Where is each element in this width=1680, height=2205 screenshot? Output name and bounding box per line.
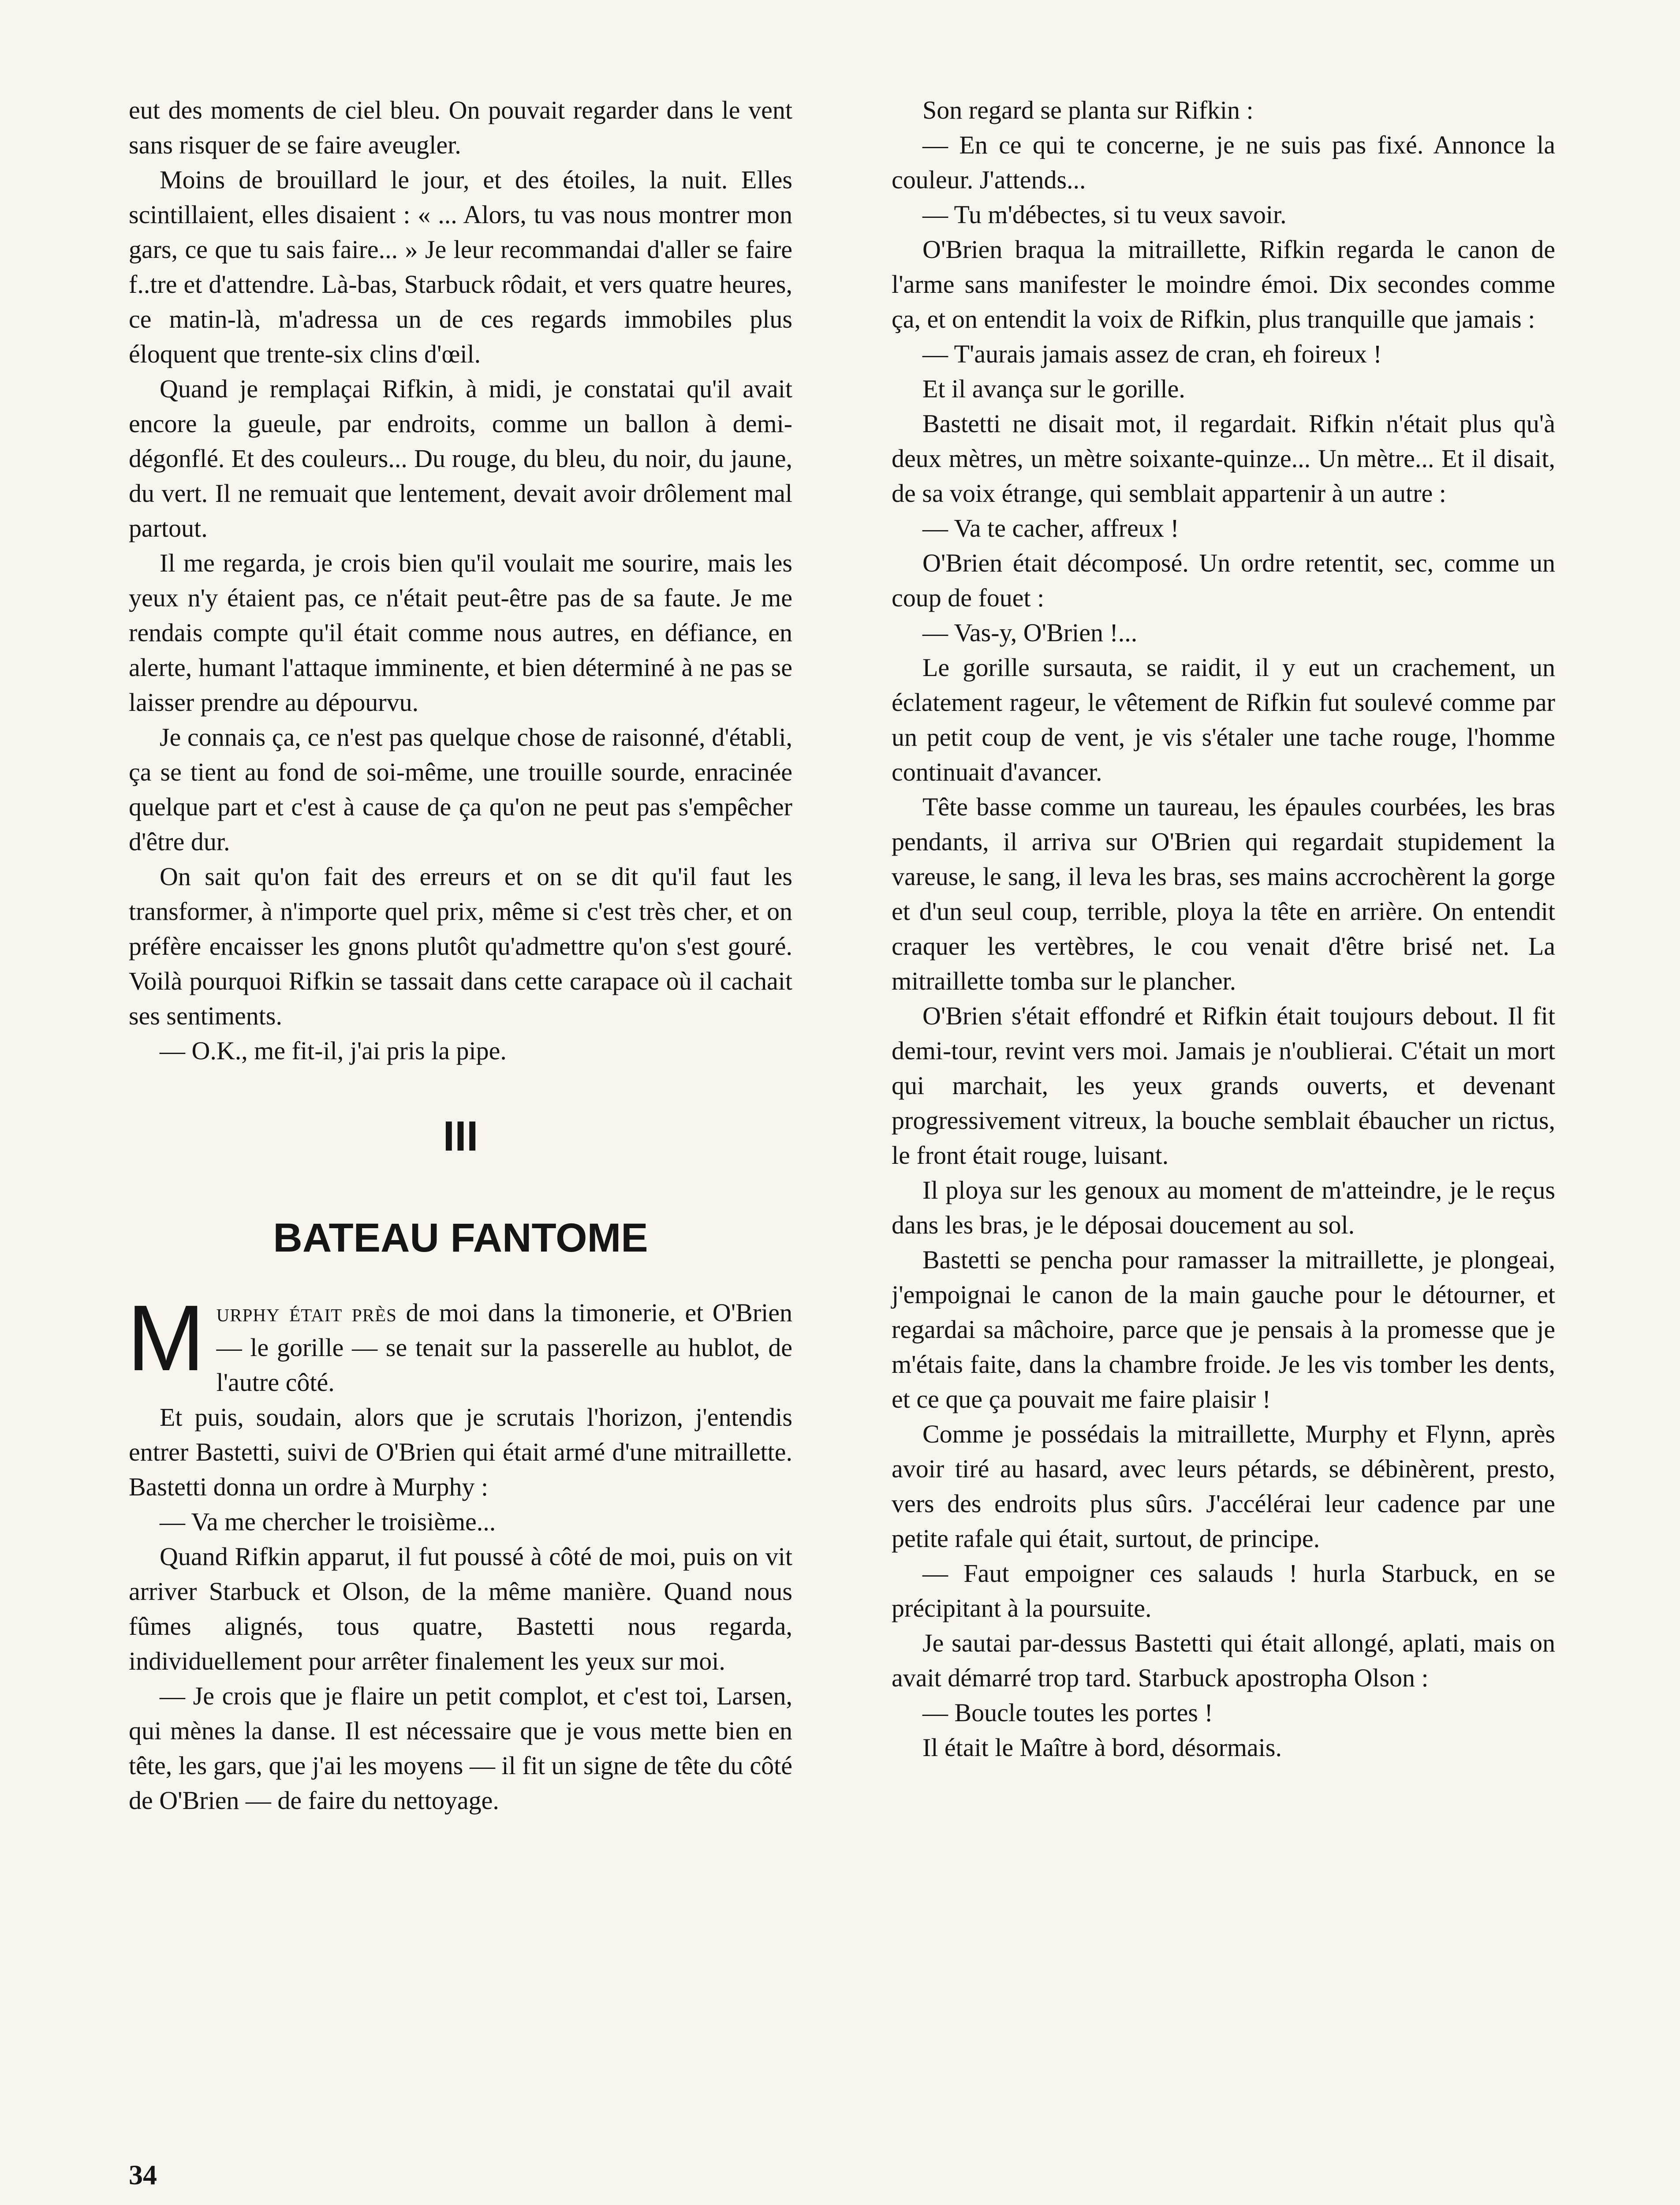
paragraph: Bastetti ne disait mot, il regardait. Rifkin n'était plus qu'à deux mètres, un mètre soixante-quinze... Un mètre... Et il disait, de sa voix étrange, qui semblait appartenir à un autre : [892, 409, 1555, 508]
paragraph: — Faut empoigner ces salauds ! hurla Starbuck, en se précipitant à la poursuite. [892, 1559, 1555, 1622]
paragraph: O'Brien était décomposé. Un ordre retentit, sec, comme un coup de fouet : [892, 549, 1555, 612]
chapter-number: III [443, 1113, 478, 1160]
paragraph: Je connais ça, ce n'est pas quelque chose de raisonné, d'établi, ça se tient au fond de soi-même, une trouille sourde, enracinée quelque part et c'est à cause de ça qu'on ne peut pas s'empêcher d'être dur. [129, 723, 792, 856]
paragraph: — Va me chercher le troisième... [160, 1507, 496, 1536]
paragraph: — Je crois que je flaire un petit complot, et c'est toi, Larsen, qui mènes la danse. Il est nécessaire que je vous mette bien en tête, les gars, que j'ai les moyens — il fit un signe de tête du côté de O'Brien — de faire du nettoyage. [129, 1682, 792, 1815]
paragraph: — Boucle toutes les portes ! [922, 1698, 1213, 1727]
paragraph: Tête basse comme un taureau, les épaules courbées, les bras pendants, il arriva sur O'Brien qui regardait stupidement la vareuse, le sang, il leva les bras, ses mains accrochèrent la gorge et d'un seul coup, terrible, ploya la tête en arrière. On entendit craquer les vertèbres, le cou venait d'être brisé net. La mitraillette tomba sur le plancher. [892, 792, 1555, 995]
paragraph: — O.K., me fit-il, j'ai pris la pipe. [160, 1036, 507, 1065]
paragraph: Il était le Maître à bord, désormais. [922, 1733, 1282, 1762]
paragraph: — T'aurais jamais assez de cran, eh foireux ! [922, 340, 1382, 368]
paragraph: Moins de brouillard le jour, et des étoiles, la nuit. Elles scintillaient, elles disaient : « ... Alors, tu vas nous montrer mon gars, ce que tu sais faire... » Je leur recommandai d'aller se faire f..tre et d'attendre. Là-bas, Starbuck rôdait, et vers quatre heures, ce matin-là, m'adressa un de ces regards immobiles plus éloquent que trente-six clins d'œil. [129, 165, 792, 368]
paragraph: O'Brien braqua la mitraillette, Rifkin regarda le canon de l'arme sans manifester le moindre émoi. Dix secondes comme ça, et on entendit la voix de Rifkin, plus tranquille que jamais : [892, 235, 1555, 333]
opening-text: de moi dans la timonerie, et O'Brien — le gorille — se tenait sur la passerelle au hublot, de l'autre côté. [216, 1298, 792, 1397]
paragraph: Le gorille sursauta, se raidit, il y eut un crachement, un éclatement rageur, le vêtement de Rifkin fut soulevé comme par un petit coup de vent, je vis s'étaler une tache rouge, l'homme continuait d'avancer. [892, 653, 1555, 786]
paragraph: Bastetti se pencha pour ramasser la mitraillette, je plongeai, j'empoignai le canon de la main gauche pour le détourner, et regardai sa mâchoire, parce que je pensais à la promesse que je m'étais faite, dans la chambre froide. Je les vis tomber les dents, et ce que ça pouvait me faire plaisir ! [892, 1245, 1555, 1413]
paragraph: — Tu m'débectes, si tu veux savoir. [922, 200, 1287, 229]
paragraph: Et puis, soudain, alors que je scrutais l'horizon, j'entendis entrer Bastetti, suivi de O'Brien qui était armé d'une mitraillette. Bastetti donna un ordre à Murphy : [129, 1403, 792, 1501]
paragraph: Comme je possédais la mitraillette, Murphy et Flynn, après avoir tiré au hasard, avec leurs pétards, se débinèrent, presto, vers des endroits plus sûrs. J'accélérai leur cadence par une petite rafale qui était, surtout, de principe. [892, 1420, 1555, 1553]
paragraph: Quand je remplaçai Rifkin, à midi, je constatai qu'il avait encore la gueule, par endroits, comme un ballon à demi-dégonflé. Et des couleurs... Du rouge, du bleu, du noir, du jaune, du vert. Il ne remuait que lentement, devait avoir drôlement mal partout. [129, 374, 792, 542]
paragraph: On sait qu'on fait des erreurs et on se dit qu'il faut les transformer, à n'importe quel prix, même si c'est très cher, et on préfère encaisser les gnons plutôt qu'admettre qu'on s'est gouré. Voilà pourquoi Rifkin se tassait dans cette carapace où il cachait ses sentiments. [129, 862, 792, 1030]
paragraph: Quand Rifkin apparut, il fut poussé à côté de moi, puis on vit arriver Starbuck et Olson, de la même manière. Quand nous fûmes alignés, tous quatre, Bastetti nous regarda, individuellement pour arrêter finalement les yeux sur moi. [129, 1542, 792, 1675]
paragraph: O'Brien s'était effondré et Rifkin était toujours debout. Il fit demi-tour, revint vers moi. Jamais je n'oublierai. C'était un mort qui marchait, les yeux grands ouverts, et devenant progressivement vitreux, la bouche semblait ébaucher un rictus, le front était rouge, luisant. [892, 1002, 1555, 1170]
right-column [892, 93, 1555, 1765]
paragraph: Et il avança sur le gorille. [922, 374, 1185, 403]
drop-cap: M [127, 1286, 205, 1390]
paragraph: — Vas-y, O'Brien !... [922, 618, 1138, 647]
chapter-title: BATEAU FANTOME [273, 1215, 648, 1260]
paragraph: — Va te cacher, affreux ! [922, 514, 1179, 542]
paragraph: Son regard se planta sur Rifkin : [922, 96, 1254, 124]
chapter-opening-paragraph [127, 1286, 792, 1400]
paragraph: Il me regarda, je crois bien qu'il voulait me sourire, mais les yeux n'y étaient pas, ce n'était peut-être pas de sa faute. Je me rendais compte qu'il était comme nous autres, en défiance, en alerte, humant l'attaque imminente, et bien déterminé à ne pas se laisser prendre au dépourvu. [129, 549, 792, 717]
paragraph: Il ploya sur les genoux au moment de m'atteindre, je le reçus dans les bras, je le déposai doucement au sol. [892, 1176, 1555, 1239]
left-column [129, 93, 792, 1818]
paragraph: Je sautai par-dessus Bastetti qui était allongé, aplati, mais on avait démarré trop tard. Starbuck apostropha Olson : [892, 1629, 1555, 1692]
opening-small-caps: urphy était près [216, 1298, 397, 1327]
page-number: 34 [129, 2159, 157, 2190]
paragraph: eut des moments de ciel bleu. On pouvait regarder dans le vent sans risquer de se faire aveugler. [129, 96, 792, 159]
paragraph: — En ce qui te concerne, je ne suis pas fixé. Annonce la couleur. J'attends... [892, 131, 1555, 194]
